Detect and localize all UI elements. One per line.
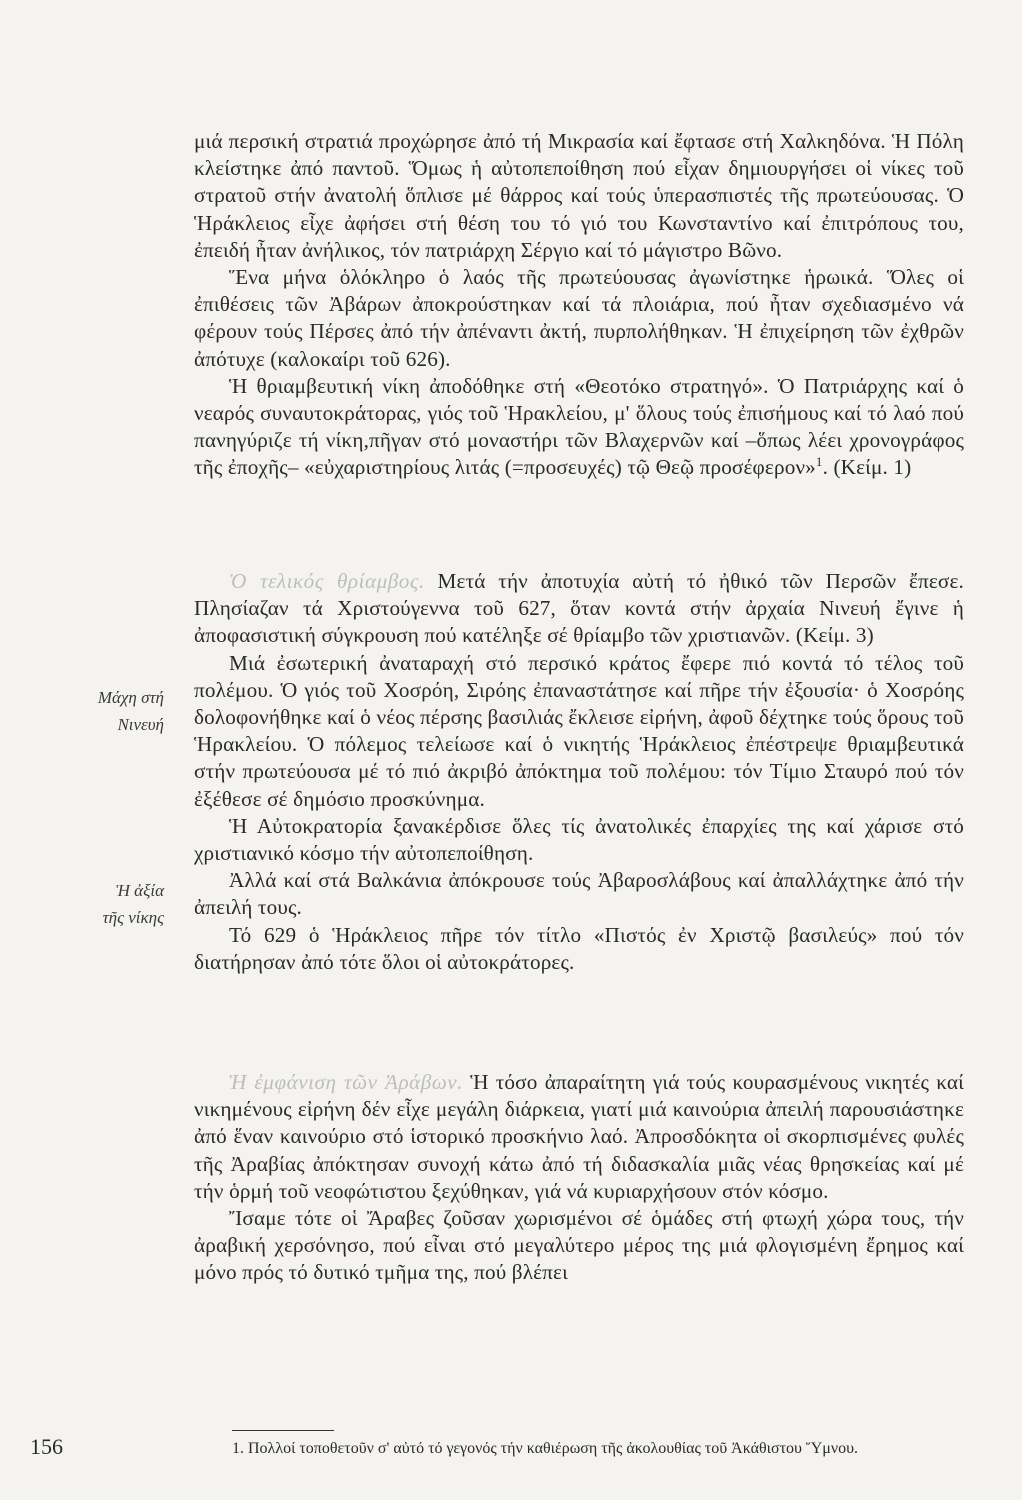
section-heading-final-triumph: Ὁ τελικός θρίαμβος. xyxy=(229,569,425,593)
paragraph-nineveh xyxy=(194,568,964,650)
footnote-rule xyxy=(232,1430,334,1431)
margin-note-value-of-victory xyxy=(14,877,164,931)
footnote-marker: 1 xyxy=(815,454,823,470)
paragraph-defense: Ἕνα μήνα ὁλόκληρο ὁ λαός τῆς πρωτεύουσας ἀγωνίστηκε ἡρωικά. Ὅλες οἱ ἐπιθέσεις τῶν Ἀβάρων ἀποκρούστηκαν καί τά πλοιάρια, πού ἦταν σχεδιασμένο νά φέρουν τούς Πέρσες ἀπό τήν ἀπέναντι ἀκτή, πυρπολήθηκαν. Ἡ ἐπιχείρηση τῶν ἐχθρῶν ἀπότυχε (καλοκαίρι τοῦ 626). xyxy=(194,265,964,371)
paragraph-balkans: Ἀλλά καί στά Βαλκάνια ἀπόκρουσε τούς Ἀβαροσλάβους καί ἀπαλλάχτηκε ἀπό τήν ἀπειλή τους. xyxy=(194,868,964,920)
paragraph-siege: μιά περσική στρατιά προχώρησε ἀπό τή Μικρασία καί ἔφτασε στή Χαλκηδόνα. Ἡ Πόλη κλείστηκε ἀπό παντοῦ. Ὅμως ἡ αὐτοπεποίθηση πού εἶχαν δημιουργήσει οἱ νίκες τοῦ στρατοῦ στήν ἀνατολή ὅπλισε μέ θάρρος καί τούς ὑπερασπιστές τῆς πρωτεύουσας. Ὁ Ἡράκλειος εἶχε ἀφήσει στή θέση του τό γιό του Κωνσταντίνο καί ἐπιτρόπους του, ἐπειδή ἦταν ἀνήλικος, τόν πατριάρχη Σέργιο καί τό μάγιστρο Βῶνο. xyxy=(194,129,964,262)
paragraph-victory-text: Ἡ θριαμβευτική νίκη ἀποδόθηκε στή «Θεοτόκο στρατηγό». Ὁ Πατριάρχης καί ὁ νεαρός συναυτοκράτορας, γιός τοῦ Ἡρακλείου, μ' ὅλους τούς ἐπισήμους καί τό λαό πού πανηγύριζε τή νίκη,πῆγαν στό μοναστήρι τῶν Βλαχερνῶν καί –ὅπως λέει χρονογράφος τῆς ἐποχῆς– «εὐχαριστηρίους λιτάς (=προσευχές) τῷ Θεῷ προσέφερον» xyxy=(194,373,964,480)
section-arabs xyxy=(194,1069,964,1287)
margin-note-line: Νινευή xyxy=(117,715,164,734)
page-number: 156 xyxy=(30,1434,63,1459)
paragraph-arab-peninsula: Ἴσαμε τότε οἱ Ἄραβες ζοῦσαν χωρισμένοι σέ ὁμάδες στή φτωχή χώρα τους, τήν ἀραβική χερσόνησο, πού εἶναι στό μεγαλύτερο μέρος της μιά φλογισμένη ἔρημος καί μόνο πρός τό δυτικό τμῆμα της, πού βλέπει xyxy=(194,1206,964,1285)
top-text-block xyxy=(194,128,964,482)
margin-note-nineveh xyxy=(14,684,164,738)
margin-note-line: Μάχη στή xyxy=(97,688,164,707)
paragraph-victory xyxy=(194,373,964,482)
paragraph-arab-emergence xyxy=(194,1069,964,1205)
footnote: 1. Πολλοί τοποθετοῦν σ' αὐτό τό γεγονός τήν καθιέρωση τῆς ἀκολουθίας τοῦ Ἀκάθιστου Ὕμνου. xyxy=(232,1440,859,1457)
paragraph-nineveh-text: Μετά τήν ἀποτυχία αὐτή τό ἠθικό τῶν Περσῶν ἔπεσε. Πλησίαζαν τά Χριστούγεννα τοῦ 627, ὅταν κοντά στήν ἀρχαία Νινευή ἔγινε ἡ ἀποφασιστική σύγκρουση πού κατέληξε σέ θρίαμβο τῶν χριστιανῶν. (Κείμ. 3) xyxy=(194,569,964,648)
paragraph-title: Τό 629 ὁ Ἡράκλειος πῆρε τόν τίτλο «Πιστός ἐν Χριστῷ βασιλεύς» πού τόν διατήρησαν ἀπό τότε ὅλοι οἱ αὐτοκράτορες. xyxy=(194,922,964,974)
margin-note-line: Ἡ ἀξία xyxy=(115,881,164,900)
section-heading-arabs: Ἡ ἐμφάνιση τῶν Ἀράβων. xyxy=(229,1070,463,1094)
paragraph-victory-end: . (Κείμ. 1) xyxy=(822,455,912,480)
section-final-triumph xyxy=(194,568,964,976)
margin-note-line: τῆς νίκης xyxy=(102,908,164,927)
paragraph-war-end: Μιά ἐσωτερική ἀναταραχή στό περσικό κράτος ἔφερε πιό κοντά τό τέλος τοῦ πολέμου. Ὁ γιός τοῦ Χοσρόη, Σιρόης ἐπαναστάτησε καί πῆρε τήν ἐξουσία· ὁ Χοσρόης δολοφονήθηκε καί ὁ νέος πέρσης βασιλιάς ἔκλεισε εἰρήνη, ἀφοῦ δέχτηκε τούς ὅρους τοῦ Ἡρακλείου. Ὁ πόλεμος τελείωσε καί ὁ νικητής Ἡράκλειος ἐπέστρεψε θριαμβευτικά στήν πρωτεύουσα μέ τό πιό ἀκριβό ἀπόκτημα τοῦ πολέμου: τόν Τίμιο Σταυρό πού τόν ἐξέθεσε σέ δημόσιο προσκύνημα. xyxy=(194,650,964,811)
paragraph-arab-emergence-text: Ἡ τόσο ἀπαραίτητη γιά τούς κουρασμένους νικητές καί νικημένους εἰρήνη δέν εἶχε μεγάλη διάρκεια, γιατί μιά καινούρια ἀπειλή παρουσιάστηκε ἀπό ἕναν καινούριο στό ἱστορικό προσκήνιο λαό. Ἀπροσδόκητα οἱ σκορπισμένες φυλές τῆς Ἀραβίας ἀπόκτησαν συνοχή κάτω ἀπό τή διδασκαλία μιᾶς νέας θρησκείας καί μέ τήν ὁρμή τοῦ νεοφώτιστου ξεχύθηκαν, γιά νά κυριαρχήσουν στόν κόσμο. xyxy=(194,1070,964,1203)
paragraph-empire-regained: Ἡ Αὐτοκρατορία ξανακέρδισε ὅλες τίς ἀνατολικές ἐπαρχίες της καί χάρισε στό χριστιανικό κόσμο τήν αὐτοπεποίθηση. xyxy=(194,813,964,866)
